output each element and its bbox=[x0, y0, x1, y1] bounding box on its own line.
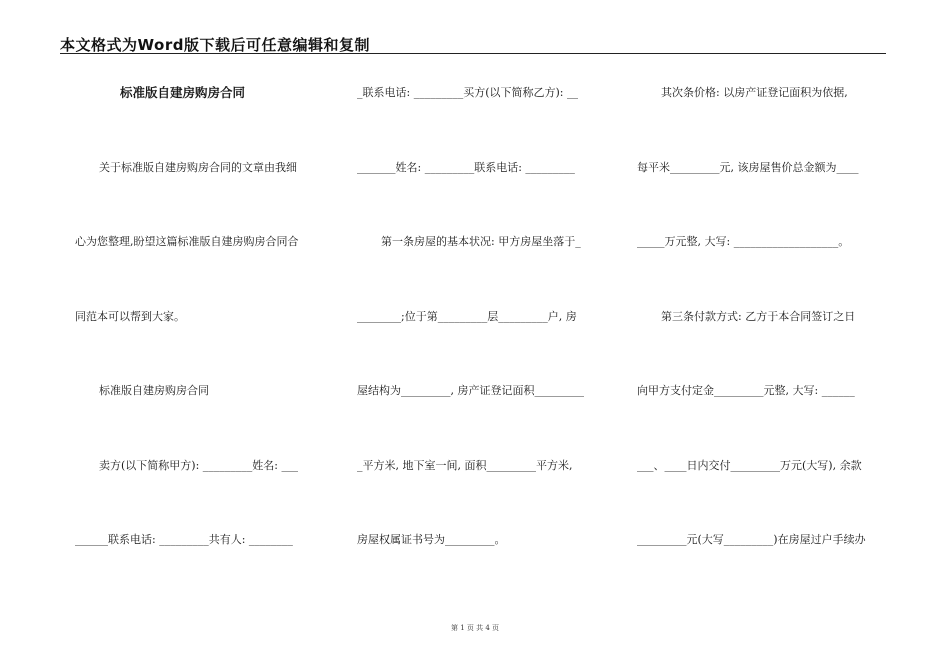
column-line: 向甲方支付定金_________元整, 大写: ______ bbox=[637, 384, 855, 397]
column-line: _______姓名: _________联系电话: _________ bbox=[357, 160, 575, 174]
column-line: 标准版自建房购房合同 bbox=[99, 384, 209, 397]
column-line: 第三条付款方式: 乙方于本合同签订之日 bbox=[661, 309, 856, 323]
column-line: ________;位于第_________层_________户, 房 bbox=[357, 309, 577, 323]
column-line: 房屋权属证书号为_________。 bbox=[357, 533, 506, 546]
column-line: 关于标准版自建房购房合同的文章由我细 bbox=[99, 160, 297, 174]
column-line: _联系电话: _________买方(以下简称乙方): __ bbox=[357, 86, 578, 99]
column-line: _________元(大写_________)在房屋过户手续办 bbox=[637, 533, 866, 546]
banner-divider bbox=[60, 53, 886, 54]
column-line: ___、____日内交付_________万元(大写), 余款 bbox=[637, 458, 862, 472]
column-line: 卖方(以下简称甲方): _________姓名: ___ bbox=[99, 458, 298, 472]
page-number: 第 1 页 共 4 页 bbox=[450, 624, 500, 632]
column-line: _平方米, 地下室一间, 面积_________平方米, bbox=[357, 458, 573, 472]
document-banner: 本文格式为Word版下载后可任意编辑和复制 bbox=[60, 36, 370, 54]
column-line: 其次条价格: 以房产证登记面积为依据, bbox=[661, 86, 848, 99]
column-line: _____万元整, 大写: ___________________。 bbox=[637, 235, 850, 248]
column-line: ______联系电话: _________共有人: ________ bbox=[75, 533, 293, 546]
column-line: 每平米_________元, 该房屋售价总金额为____ bbox=[637, 160, 859, 174]
column-line: 心为您整理,盼望这篇标准版自建房购房合同合 bbox=[75, 235, 299, 248]
column-line: 标准版自建房购房合同 bbox=[120, 86, 246, 100]
column-line: 屋结构为_________, 房产证登记面积_________ bbox=[357, 384, 584, 397]
column-line: 第一条房屋的基本状况: 甲方房屋坐落于_ bbox=[381, 235, 581, 248]
column-line: 同范本可以帮到大家。 bbox=[75, 309, 185, 323]
